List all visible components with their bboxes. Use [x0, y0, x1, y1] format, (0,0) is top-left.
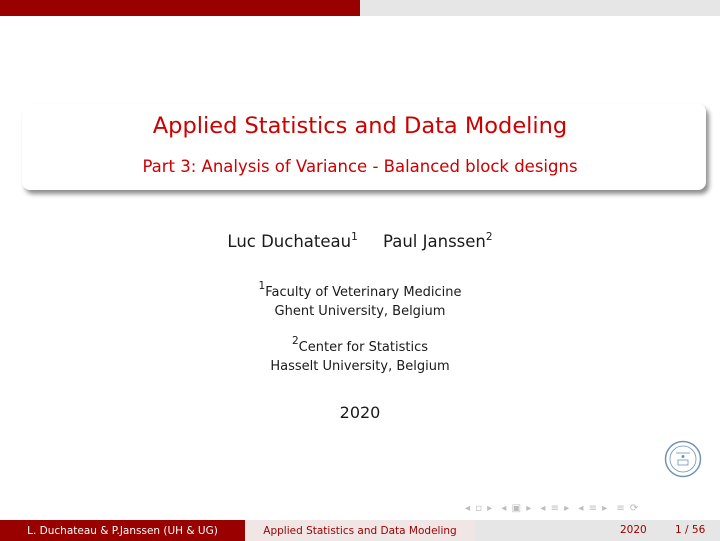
- beamer-navigation[interactable]: [465, 503, 643, 514]
- progress-bar-fill: [0, 0, 360, 16]
- nav-first-icon[interactable]: ◂ ▫ ▸: [465, 503, 494, 514]
- author-list: [0, 232, 720, 251]
- footer-date: 2020: [620, 524, 647, 536]
- presentation-subtitle: Part 3: Analysis of Variance - Balanced block designs: [142, 157, 578, 176]
- affiliation: $^2$Center for Statistics Hasselt University, Belgium: [270, 335, 450, 374]
- footer-authors: L. Duchateau & P.Janssen (UH & UG): [0, 520, 245, 541]
- author: Paul Janssen$^2$: [383, 231, 493, 251]
- author: Luc Duchateau$^1$: [227, 231, 358, 251]
- footer-info: [475, 520, 720, 541]
- nav-subsection-icon[interactable]: ◂ ≡ ▸: [540, 503, 571, 514]
- nav-section-icon[interactable]: ◂ ≡ ▸: [578, 503, 609, 514]
- affiliation: $^1$Faculty of Veterinary Medicine Ghent University, Belgium: [258, 280, 462, 319]
- nav-frame-icon[interactable]: ◂ ▣ ▸: [501, 503, 533, 514]
- page-number: 1 / 56: [675, 524, 706, 536]
- university-seal-icon: [664, 440, 702, 478]
- footer-title: Applied Statistics and Data Modeling: [245, 520, 475, 541]
- progress-bar: [0, 0, 720, 16]
- footer: [0, 520, 720, 541]
- presentation-title: Applied Statistics and Data Modeling: [152, 113, 568, 139]
- nav-zoom-icon[interactable]: ≡ ⟳: [616, 503, 640, 514]
- presentation-year: 2020: [339, 403, 381, 422]
